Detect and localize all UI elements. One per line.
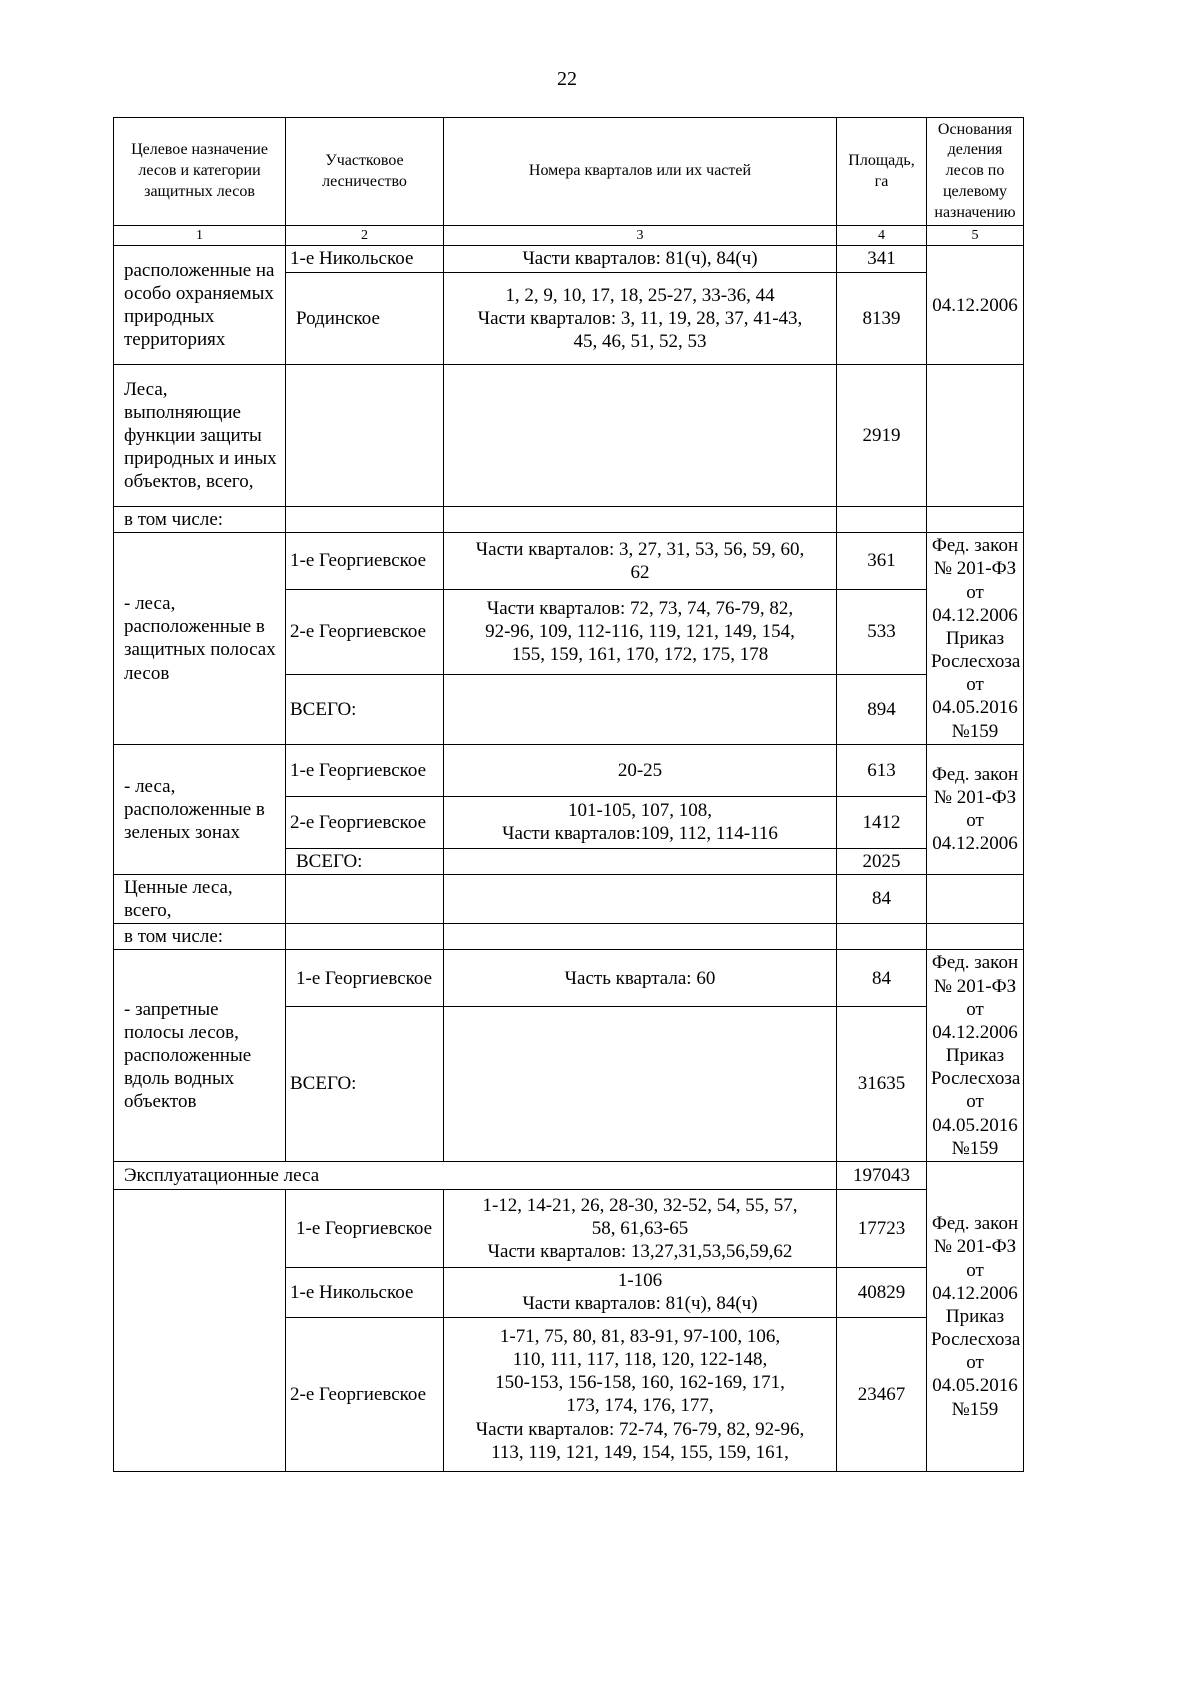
header-row bbox=[114, 118, 1024, 226]
quarters-cell: 1, 2, 9, 10, 17, 18, 25-27, 33-36, 44 Части кварталов: 3, 11, 19, 28, 37, 41-43, 45, 46, 51, 52, 53 bbox=[444, 273, 837, 365]
area-cell: 197043 bbox=[837, 1161, 927, 1189]
basis-cell: 04.12.2006 bbox=[927, 246, 1024, 365]
area-cell: 341 bbox=[837, 246, 927, 273]
district-cell: 2-е Георгиевское bbox=[286, 796, 444, 848]
area-cell: 2919 bbox=[837, 365, 927, 507]
page-number: 22 bbox=[557, 68, 577, 90]
header-basis: Основания деления лесов по целевому назначению bbox=[927, 118, 1024, 226]
quarters-cell: Части кварталов: 81(ч), 84(ч) bbox=[444, 246, 837, 273]
empty-cell bbox=[286, 874, 444, 923]
table-row bbox=[114, 507, 1024, 533]
district-cell: 1-е Георгиевское bbox=[286, 744, 444, 796]
quarters-cell: 20-25 bbox=[444, 744, 837, 796]
column-number-row bbox=[114, 226, 1024, 246]
table-row bbox=[114, 1189, 1024, 1267]
category-cell: расположенные на особо охраняемых природных территориях bbox=[114, 246, 286, 365]
area-cell: 31635 bbox=[837, 1007, 927, 1162]
basis-cell: Фед. закон № 201-ФЗ от 04.12.2006 Приказ Рослесхоза от 04.05.2016 №159 bbox=[927, 1161, 1024, 1471]
column-number: 2 bbox=[286, 226, 444, 246]
quarters-cell: 1-106 Части кварталов: 81(ч), 84(ч) bbox=[444, 1267, 837, 1317]
empty-cell bbox=[444, 874, 837, 923]
empty-cell bbox=[444, 924, 837, 950]
quarters-cell: Части кварталов: 72, 73, 74, 76-79, 82, 92-96, 109, 112-116, 119, 121, 149, 154, 155, 159, 161, 170, 172, 175, 178 bbox=[444, 589, 837, 674]
quarters-cell: Части кварталов: 3, 27, 31, 53, 56, 59, 60, 62 bbox=[444, 533, 837, 590]
empty-cell bbox=[837, 507, 927, 533]
category-cell: Ценные леса, всего, bbox=[114, 874, 286, 923]
header-area: Площадь, га bbox=[837, 118, 927, 226]
table-row bbox=[114, 744, 1024, 796]
column-number: 4 bbox=[837, 226, 927, 246]
empty-cell bbox=[927, 507, 1024, 533]
table-row bbox=[114, 924, 1024, 950]
area-cell: 17723 bbox=[837, 1189, 927, 1267]
basis-cell: Фед. закон № 201-ФЗ от 04.12.2006 Приказ Рослесхоза от 04.05.2016 №159 bbox=[927, 950, 1024, 1162]
category-cell: в том числе: bbox=[114, 507, 286, 533]
column-number: 3 bbox=[444, 226, 837, 246]
forest-designation-table bbox=[113, 117, 1024, 1472]
empty-cell bbox=[444, 365, 837, 507]
area-cell: 613 bbox=[837, 744, 927, 796]
category-cell: - леса, расположенные в защитных полосах лесов bbox=[114, 533, 286, 745]
column-number: 1 bbox=[114, 226, 286, 246]
district-cell: 1-е Никольское bbox=[286, 246, 444, 273]
column-number: 5 bbox=[927, 226, 1024, 246]
quarters-cell: 1-12, 14-21, 26, 28-30, 32-52, 54, 55, 57, 58, 61,63-65 Части кварталов: 13,27,31,53,56,59,62 bbox=[444, 1189, 837, 1267]
district-cell: Родинское bbox=[286, 273, 444, 365]
empty-cell bbox=[927, 924, 1024, 950]
table-row bbox=[114, 533, 1024, 590]
basis-cell: Фед. закон № 201-ФЗ от 04.12.2006 bbox=[927, 744, 1024, 874]
empty-cell bbox=[444, 848, 837, 874]
district-cell: 2-е Георгиевское bbox=[286, 589, 444, 674]
basis-cell: Фед. закон № 201-ФЗ от 04.12.2006 Приказ Рослесхоза от 04.05.2016 №159 bbox=[927, 533, 1024, 745]
header-purpose: Целевое назначение лесов и категории защитных лесов bbox=[114, 118, 286, 226]
total-label-cell: ВСЕГО: bbox=[286, 848, 444, 874]
district-cell: 1-е Никольское bbox=[286, 1267, 444, 1317]
district-cell: 1-е Георгиевское bbox=[286, 950, 444, 1007]
area-cell: 84 bbox=[837, 950, 927, 1007]
table-row bbox=[114, 365, 1024, 507]
area-cell: 40829 bbox=[837, 1267, 927, 1317]
table-row bbox=[114, 950, 1024, 1007]
quarters-cell: 101-105, 107, 108, Части кварталов:109, 112, 114-116 bbox=[444, 796, 837, 848]
table-row bbox=[114, 246, 1024, 273]
area-cell: 533 bbox=[837, 589, 927, 674]
empty-cell bbox=[286, 924, 444, 950]
empty-cell bbox=[444, 507, 837, 533]
total-label-cell: ВСЕГО: bbox=[286, 1007, 444, 1162]
area-cell: 2025 bbox=[837, 848, 927, 874]
area-cell: 8139 bbox=[837, 273, 927, 365]
category-cell: Леса, выполняющие функции защиты природных и иных объектов, всего, bbox=[114, 365, 286, 507]
table-row bbox=[114, 1161, 1024, 1189]
area-cell: 894 bbox=[837, 674, 927, 744]
category-cell: - леса, расположенные в зеленых зонах bbox=[114, 744, 286, 874]
area-cell: 361 bbox=[837, 533, 927, 590]
category-cell: в том числе: bbox=[114, 924, 286, 950]
empty-cell bbox=[444, 1007, 837, 1162]
empty-cell bbox=[927, 365, 1024, 507]
empty-cell bbox=[444, 674, 837, 744]
total-label-cell: ВСЕГО: bbox=[286, 674, 444, 744]
table-row bbox=[114, 874, 1024, 923]
area-cell: 84 bbox=[837, 874, 927, 923]
empty-cell bbox=[286, 365, 444, 507]
empty-cell bbox=[837, 924, 927, 950]
empty-cell bbox=[114, 1189, 286, 1471]
section-heading: Эксплуатационные леса bbox=[114, 1161, 837, 1189]
district-cell: 1-е Георгиевское bbox=[286, 533, 444, 590]
quarters-cell: 1-71, 75, 80, 81, 83-91, 97-100, 106, 110, 111, 117, 118, 120, 122-148, 150-153, 156-158, 160, 162-169, 171, 173, 174, 176, 177, Части кварталов: 72-74, 76-79, 82, 92-96, 113, 119, 121, 149, 154, 155, 159, 161, bbox=[444, 1317, 837, 1471]
district-cell: 1-е Георгиевское bbox=[286, 1189, 444, 1267]
area-cell: 23467 bbox=[837, 1317, 927, 1471]
empty-cell bbox=[927, 874, 1024, 923]
header-district: Участковое лесничество bbox=[286, 118, 444, 226]
quarters-cell: Часть квартала: 60 bbox=[444, 950, 837, 1007]
category-cell: - запретные полосы лесов, расположенные вдоль водных объектов bbox=[114, 950, 286, 1162]
empty-cell bbox=[286, 507, 444, 533]
district-cell: 2-е Георгиевское bbox=[286, 1317, 444, 1471]
area-cell: 1412 bbox=[837, 796, 927, 848]
header-quarters: Номера кварталов или их частей bbox=[444, 118, 837, 226]
